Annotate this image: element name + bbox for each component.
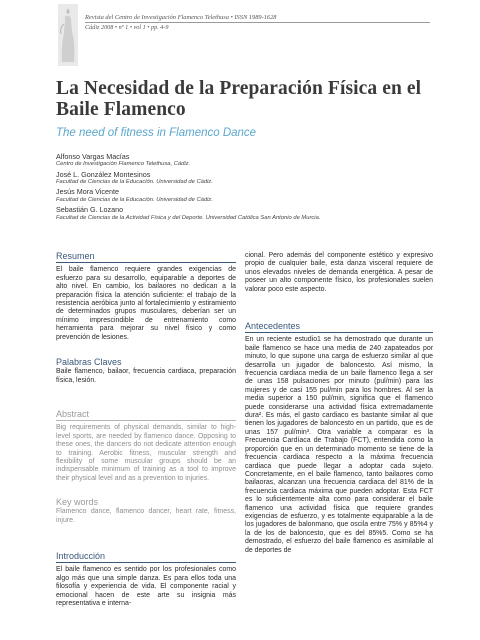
antecedentes-section	[245, 322, 433, 555]
section-divider	[56, 262, 236, 263]
author-entry	[56, 171, 436, 187]
author-entry	[56, 206, 436, 222]
journal-info: Revista del Centro de Investigación Flamenco Telethusa • ISSN 1989-1628	[85, 14, 277, 21]
palabras-claves-heading: Palabras Claves	[56, 357, 122, 367]
introduccion-section	[56, 552, 236, 608]
resumen-text: El baile flamenco requiere grandes exigencias de esfuerzo para su desarrollo, equiparable a deportes de alto nivel. En cambio, los bailaores no dedican a la preparación física la atención suficiente: el trabajo de la resistencia aeróbica junto al fortalecimiento y estiramiento de determinados grupos musculares, deberían ser un mínimo imprescindible de entrenamiento como herramienta para mejorar su nivel físico y como prevención de lesiones.	[56, 266, 236, 341]
section-divider	[245, 332, 433, 333]
dancer-logo-icon	[58, 4, 78, 66]
introduccion-continuation-text: cional. Pero además del componente estético y expresivo propio de cualquier baile, esta danza visceral requiere de unos elevados niveles de demanda energética. A pesar de poseer un alto componente físico, los profesionales suelen valorar poco este aspecto.	[245, 252, 433, 293]
author-name: Alfonso Vargas Macías	[56, 152, 130, 161]
article-subtitle: The need of fitness in Flamenco Dance	[56, 127, 257, 139]
author-name: Sebastián G. Lozano	[56, 205, 124, 215]
abstract-section	[56, 410, 236, 483]
journal-header	[0, 0, 480, 68]
palabras-claves-text: Baile flamenco, bailaor, frecuencia cardiaca, preparación física, lesión.	[56, 368, 236, 384]
author-affiliation: Centro de Investigación Flamenco Telethusa, Cádiz.	[56, 161, 191, 168]
introduccion-text: El baile flamenco es sentido por los profesionales como algo más que una simple danza. Es para ellos toda una filosofía y experiencia de vida. El componente racial y emocional hacen de este arte su insignia más representativa e interna-	[56, 566, 236, 608]
key-words-text: Flamenco dance, flamenco dancer, heart rate, fitness, injure.	[56, 508, 236, 524]
antecedentes-heading: Antecedentes	[245, 321, 301, 331]
resumen-heading: Resumen	[56, 251, 95, 261]
antecedentes-text: En un reciente estudio1 se ha demostrado que durante un baile flamenco se hace una media de 240 zapateados por minuto, lo que supone una carga de esfuerzo similar al que desarrolla un jugador de baloncesto. Así mismo, la frecuencia cardiaca media de un baile flamenco llega a ser de unas 158 pulsaciones por minuto (pul/min) para las mujeres y de casi 155 pul/min para los hombres. Al ser la media superior a 150 pul/min, significa que el flamenco puede considerarse una actividad física extremadamente dura². Es más, el gasto cardiaco es bastante similar al que tienen los jugadores de baloncesto en un partido, que es de unas 157 pul/min³. Otra variable a comparar es la Frecuencia Cardíaca de Trabajo (FCT), entendida como la proporción que en un determinado momento se tiene de la frecuencia cardiaca respecto a la máxima frecuencia cardiaca que puede llegar a adoptar cada sujeto. Concretamente, en el baile flamenco, tanto bailaores como bailaoras, alcanzan una frecuencia cardiaca del 81% de la frecuencia cardiaca máxima que pueden adoptar. Esta FCT es lo suficientemente alta como para considerar el baile flamenco una actividad física que requiere grandes exigencias de esfuerzo, y es totalmente equiparable a la de los jugadores de balonmano, que oscila entre 75% y 85%4 y la de los de baloncesto, que es del 85%5. Como se ha demostrado, el esfuerzo del baile flamenco es asimilable al de deportes de	[245, 336, 433, 554]
key-words-heading: Key words	[56, 497, 99, 507]
introduccion-continuation	[245, 252, 433, 294]
palabras-claves-section	[56, 358, 236, 385]
key-words-section	[56, 498, 236, 525]
abstract-text: Big requirements of physical demands, similar to high-level sports, are needed by flamenco dance. Opposing to these ones, the dancers do not dedicate attention enough to training. Aerobic fitness, muscular strength and flexibility of some muscular groups should be an indispensable minimum of training as a tool to improve their physical level and as a prevention to injuries.	[56, 424, 236, 482]
author-list	[56, 153, 436, 224]
issue-info: Cádiz 2008 • nº 1 • vol 1 • pp. 4-9	[85, 24, 169, 31]
author-entry	[56, 188, 436, 204]
author-affiliation: Facultad de Ciencias de la Actividad Física y del Deporte. Universidad Católica San Antonio de Murcia.	[56, 214, 321, 221]
author-affiliation: Facultad de Ciencias de la Educación. Universidad de Cádiz.	[56, 196, 213, 203]
author-name: Jesús Mora Vicente	[56, 187, 119, 197]
section-divider	[56, 562, 236, 563]
section-divider	[56, 420, 236, 421]
introduccion-heading: Introducción	[56, 551, 106, 561]
author-entry	[56, 153, 436, 169]
abstract-heading: Abstract	[56, 409, 90, 419]
author-name: José L. González Montesinos	[56, 169, 151, 179]
author-affiliation: Facultad de Ciencias de la Educación. Universidad de Cádiz.	[56, 179, 213, 186]
header-divider	[85, 22, 430, 23]
article-title: La Necesidad de la Preparación Física en el Baile Flamenco	[56, 78, 422, 120]
resumen-section	[56, 252, 236, 342]
